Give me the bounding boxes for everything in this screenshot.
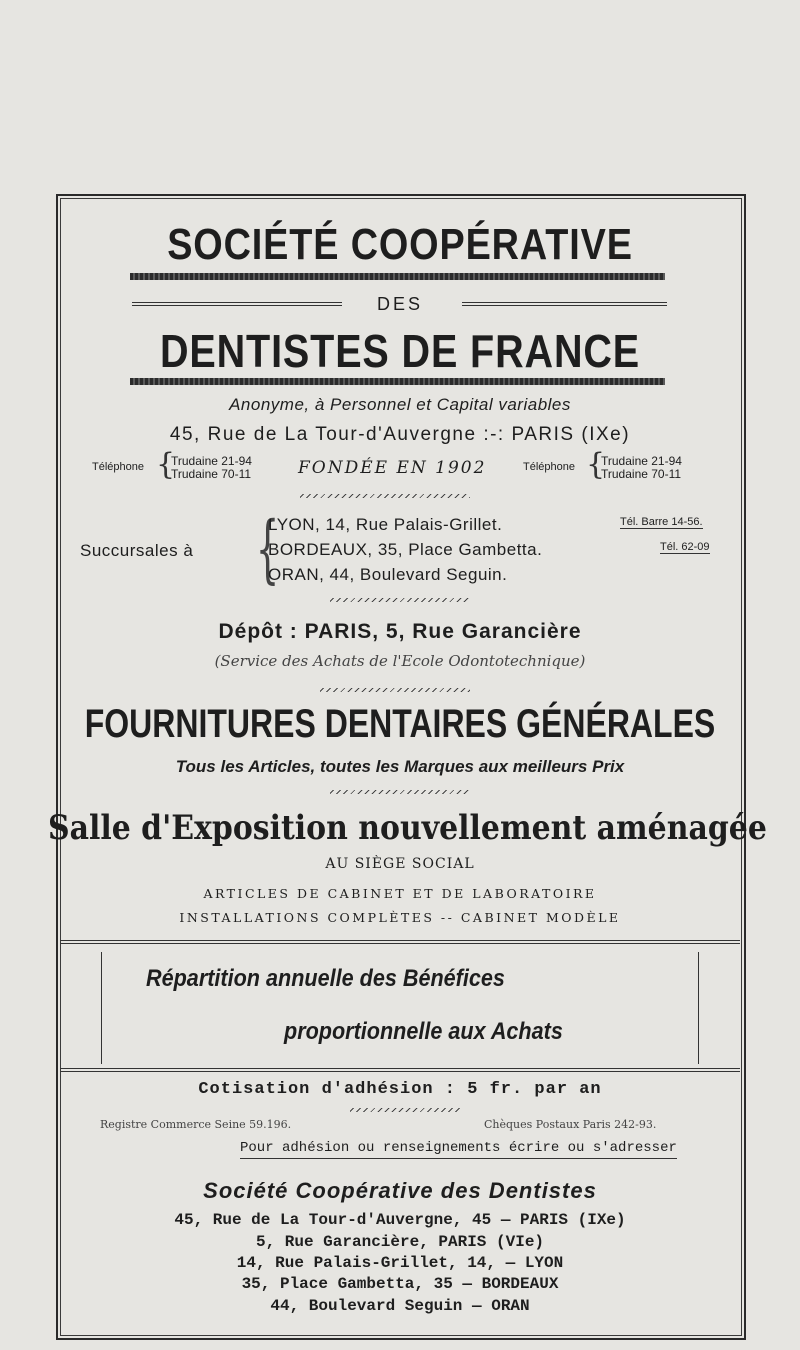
ornament-divider bbox=[350, 1108, 460, 1112]
fournitures-subtitle: Tous les Articles, toutes les Marques aux meilleurs Prix bbox=[175, 757, 625, 776]
ornament-divider bbox=[330, 790, 470, 794]
fournitures-title: FOURNITURES DENTAIRES GÉNÉRALES bbox=[84, 702, 716, 746]
subtitle-rule bbox=[130, 378, 665, 385]
pour-adhesion: Pour adhésion ou renseignements écrire ou s'adresser bbox=[240, 1140, 677, 1159]
brace-left: { bbox=[156, 447, 176, 482]
fondee-text: FONDÉE EN 1902 bbox=[298, 458, 487, 478]
depot-title: Dépôt : PARIS, 5, Rue Garancière bbox=[218, 620, 582, 643]
cotisation: Cotisation d'adhésion : 5 fr. par an bbox=[198, 1080, 602, 1099]
brace-right: { bbox=[586, 447, 606, 482]
footer-address-line: 14, Rue Palais-Grillet, 14, — LYON bbox=[236, 1254, 564, 1272]
section-rule bbox=[60, 940, 740, 944]
exposition-line-1: ARTICLES DE CABINET ET DE LABORATOIRE bbox=[203, 886, 597, 901]
branch-oran: ORAN, 44, Boulevard Seguin. bbox=[268, 565, 508, 584]
ornament-divider bbox=[320, 688, 470, 692]
telephone-number: Trudaine 70-11 bbox=[171, 467, 252, 481]
telephone-numbers-right bbox=[601, 455, 682, 481]
succursales-label: Succursales à bbox=[80, 541, 194, 560]
telephone-number: Trudaine 21-94 bbox=[601, 454, 682, 468]
ornament-divider bbox=[300, 494, 470, 498]
page-title: SOCIÉTÉ COOPÉRATIVE bbox=[167, 220, 633, 269]
title-rule bbox=[130, 273, 665, 280]
branch-bordeaux-tel: Tél. 62-09 bbox=[660, 541, 710, 553]
telephone-number: Trudaine 70-11 bbox=[601, 467, 682, 481]
telephone-number: Trudaine 21-94 bbox=[171, 454, 252, 468]
telephone-numbers-left bbox=[171, 455, 252, 481]
des-rule-right bbox=[462, 302, 667, 306]
section-rule bbox=[60, 1068, 740, 1072]
footer-society-name: Société Coopérative des Dentistes bbox=[203, 1178, 597, 1203]
footer-address-line: 35, Place Gambetta, 35 — BORDEAUX bbox=[241, 1275, 559, 1293]
cheques-postaux: Chèques Postaux Paris 242-93. bbox=[484, 1118, 657, 1131]
depot-service: (Service des Achats de l'Ecole Odontotechnique) bbox=[214, 652, 586, 670]
branch-lyon: LYON, 14, Rue Palais-Grillet. bbox=[268, 515, 503, 534]
subtitle: DENTISTES DE FRANCE bbox=[159, 325, 641, 377]
footer-address-line: 45, Rue de La Tour-d'Auvergne, 45 — PARIS (IXe) bbox=[174, 1211, 626, 1229]
anonyme-line: Anonyme, à Personnel et Capital variables bbox=[229, 395, 571, 414]
ornament-divider bbox=[330, 598, 470, 602]
head-office-address: 45, Rue de La Tour-d'Auvergne :-: PARIS (IXe) bbox=[169, 424, 631, 445]
repartition-line-1: Répartition annuelle des Bénéfices bbox=[146, 965, 505, 992]
repartition-line-2: proportionnelle aux Achats bbox=[284, 1018, 563, 1045]
exposition-title: Salle d'Exposition nouvellement aménagée bbox=[48, 808, 767, 848]
branch-lyon-tel: Tél. Barre 14-56. bbox=[620, 516, 703, 528]
footer-address-line: 44, Boulevard Seguin — ORAN bbox=[270, 1297, 530, 1315]
registre-commerce: Registre Commerce Seine 59.196. bbox=[100, 1118, 292, 1131]
succursales-brace: { bbox=[255, 506, 280, 592]
telephone-label-left: Téléphone bbox=[92, 461, 144, 473]
exposition-line-2: INSTALLATIONS COMPLÈTES -- CABINET MODÈLE bbox=[179, 910, 621, 925]
telephone-label-right: Téléphone bbox=[523, 461, 575, 473]
des-label: DES bbox=[376, 294, 423, 314]
exposition-siege: AU SIÈGE SOCIAL bbox=[325, 856, 475, 872]
branch-bordeaux: BORDEAUX, 35, Place Gambetta. bbox=[268, 540, 543, 559]
footer-address-line: 5, Rue Garancière, PARIS (VIe) bbox=[255, 1233, 545, 1251]
